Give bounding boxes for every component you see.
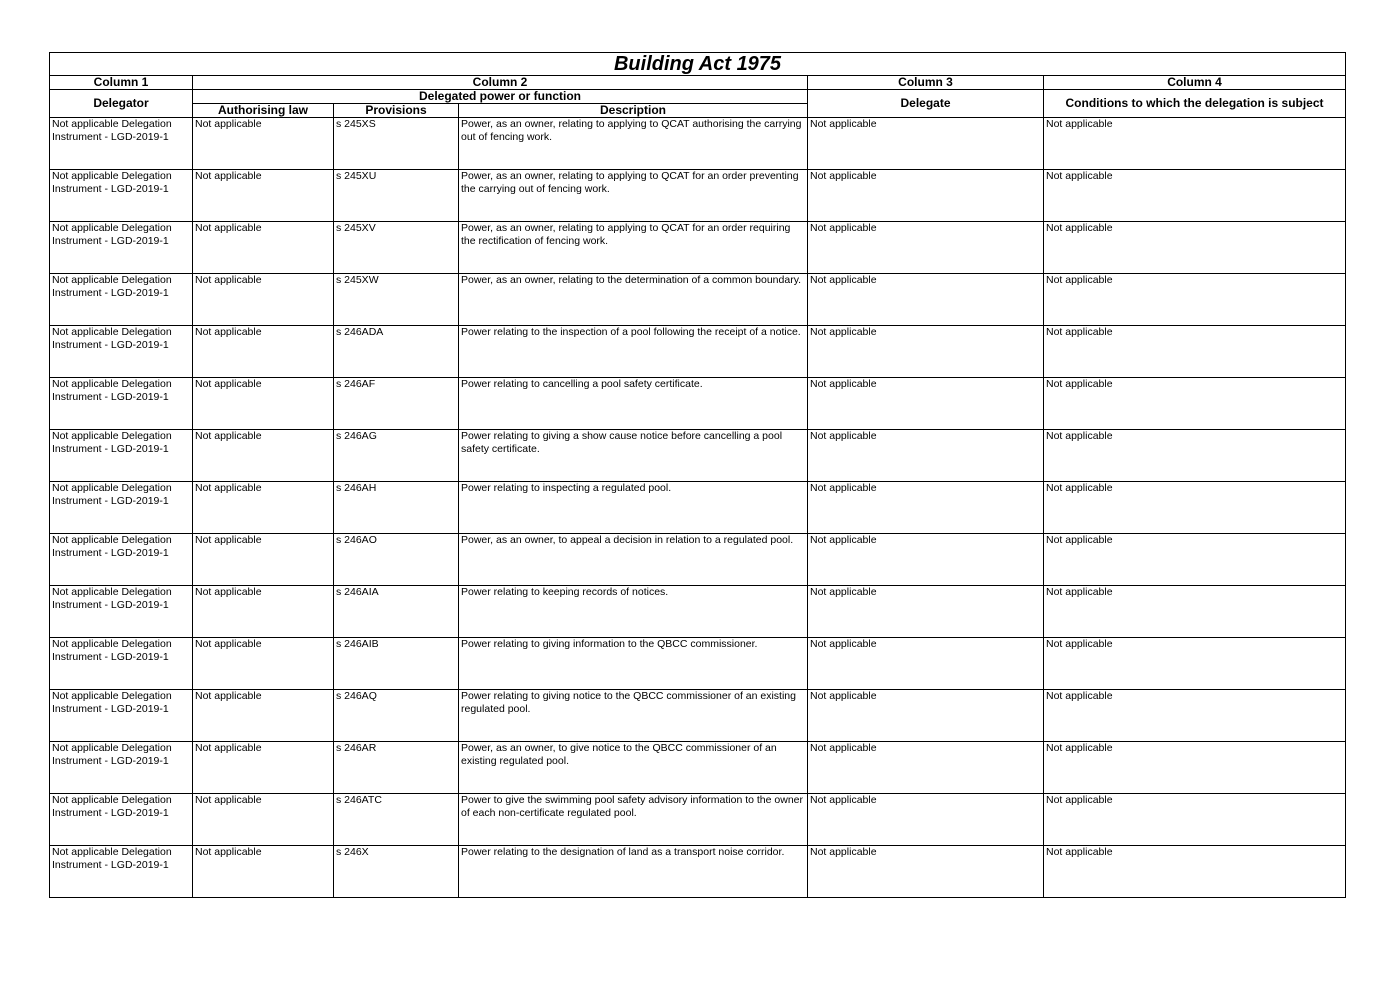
cell-conditions: Not applicable	[1044, 794, 1346, 846]
cell-delegate: Not applicable	[808, 690, 1044, 742]
cell-conditions: Not applicable	[1044, 586, 1346, 638]
cell-delegate: Not applicable	[808, 846, 1044, 898]
cell-description: Power to give the swimming pool safety advisory information to the owner of each non-certificate regulated pool.	[459, 794, 808, 846]
cell-provisions: s 246ATC	[334, 794, 459, 846]
table-row	[50, 170, 1346, 222]
table-row	[50, 846, 1346, 898]
cell-provisions: s 246AH	[334, 482, 459, 534]
cell-delegator: Not applicable Delegation Instrument - LGD-2019-1	[50, 638, 193, 690]
cell-delegate: Not applicable	[808, 742, 1044, 794]
header-provisions: Provisions	[334, 104, 459, 118]
table-title: Building Act 1975	[50, 53, 1346, 76]
cell-authorising-law: Not applicable	[193, 170, 334, 222]
cell-description: Power relating to inspecting a regulated pool.	[459, 482, 808, 534]
header-column-1: Column 1	[50, 76, 193, 90]
cell-delegate: Not applicable	[808, 794, 1044, 846]
cell-delegator: Not applicable Delegation Instrument - LGD-2019-1	[50, 170, 193, 222]
cell-delegate: Not applicable	[808, 378, 1044, 430]
cell-description: Power, as an owner, relating to applying to QCAT for an order requiring the rectification of fencing work.	[459, 222, 808, 274]
cell-description: Power, as an owner, relating to applying to QCAT authorising the carrying out of fencing work.	[459, 118, 808, 170]
table-body	[50, 118, 1346, 898]
cell-description: Power relating to the inspection of a pool following the receipt of a notice.	[459, 326, 808, 378]
table-row	[50, 222, 1346, 274]
cell-provisions: s 246AF	[334, 378, 459, 430]
cell-delegator: Not applicable Delegation Instrument - LGD-2019-1	[50, 482, 193, 534]
cell-authorising-law: Not applicable	[193, 118, 334, 170]
cell-provisions: s 246AIB	[334, 638, 459, 690]
cell-delegate: Not applicable	[808, 326, 1044, 378]
cell-delegate: Not applicable	[808, 534, 1044, 586]
cell-description: Power relating to giving information to the QBCC commissioner.	[459, 638, 808, 690]
cell-authorising-law: Not applicable	[193, 482, 334, 534]
table-row	[50, 638, 1346, 690]
table-row	[50, 326, 1346, 378]
cell-authorising-law: Not applicable	[193, 326, 334, 378]
cell-description: Power relating to giving notice to the QBCC commissioner of an existing regulated pool.	[459, 690, 808, 742]
cell-delegator: Not applicable Delegation Instrument - LGD-2019-1	[50, 586, 193, 638]
cell-authorising-law: Not applicable	[193, 534, 334, 586]
cell-conditions: Not applicable	[1044, 742, 1346, 794]
cell-description: Power, as an owner, relating to applying to QCAT for an order preventing the carrying out of fencing work.	[459, 170, 808, 222]
cell-delegate: Not applicable	[808, 222, 1044, 274]
table-row	[50, 742, 1346, 794]
cell-conditions: Not applicable	[1044, 690, 1346, 742]
cell-provisions: s 246X	[334, 846, 459, 898]
cell-description: Power relating to keeping records of notices.	[459, 586, 808, 638]
cell-provisions: s 246AIA	[334, 586, 459, 638]
cell-authorising-law: Not applicable	[193, 430, 334, 482]
header-column-2: Column 2	[193, 76, 808, 90]
cell-description: Power relating to cancelling a pool safety certificate.	[459, 378, 808, 430]
cell-delegator: Not applicable Delegation Instrument - LGD-2019-1	[50, 794, 193, 846]
cell-authorising-law: Not applicable	[193, 222, 334, 274]
table-row	[50, 430, 1346, 482]
cell-delegate: Not applicable	[808, 586, 1044, 638]
cell-delegator: Not applicable Delegation Instrument - LGD-2019-1	[50, 690, 193, 742]
cell-authorising-law: Not applicable	[193, 638, 334, 690]
table-row	[50, 794, 1346, 846]
table-row	[50, 586, 1346, 638]
table-row	[50, 690, 1346, 742]
table-row	[50, 274, 1346, 326]
table-row	[50, 378, 1346, 430]
cell-delegate: Not applicable	[808, 638, 1044, 690]
cell-delegator: Not applicable Delegation Instrument - LGD-2019-1	[50, 846, 193, 898]
header-delegate: Delegate	[808, 90, 1044, 118]
cell-delegator: Not applicable Delegation Instrument - LGD-2019-1	[50, 378, 193, 430]
table-row	[50, 482, 1346, 534]
cell-provisions: s 246AQ	[334, 690, 459, 742]
header-description: Description	[459, 104, 808, 118]
cell-provisions: s 245XV	[334, 222, 459, 274]
cell-authorising-law: Not applicable	[193, 742, 334, 794]
cell-delegate: Not applicable	[808, 430, 1044, 482]
cell-description: Power relating to the designation of land as a transport noise corridor.	[459, 846, 808, 898]
cell-authorising-law: Not applicable	[193, 794, 334, 846]
cell-provisions: s 245XW	[334, 274, 459, 326]
cell-provisions: s 245XS	[334, 118, 459, 170]
cell-conditions: Not applicable	[1044, 378, 1346, 430]
cell-conditions: Not applicable	[1044, 222, 1346, 274]
cell-conditions: Not applicable	[1044, 274, 1346, 326]
cell-conditions: Not applicable	[1044, 326, 1346, 378]
table-row	[50, 534, 1346, 586]
cell-delegate: Not applicable	[808, 482, 1044, 534]
cell-delegator: Not applicable Delegation Instrument - LGD-2019-1	[50, 118, 193, 170]
header-conditions: Conditions to which the delegation is subject	[1044, 90, 1346, 118]
cell-delegator: Not applicable Delegation Instrument - LGD-2019-1	[50, 742, 193, 794]
cell-delegator: Not applicable Delegation Instrument - LGD-2019-1	[50, 326, 193, 378]
cell-description: Power relating to giving a show cause notice before cancelling a pool safety certificate.	[459, 430, 808, 482]
table-row	[50, 118, 1346, 170]
cell-authorising-law: Not applicable	[193, 378, 334, 430]
cell-provisions: s 246ADA	[334, 326, 459, 378]
cell-description: Power, as an owner, relating to the determination of a common boundary.	[459, 274, 808, 326]
header-column-4: Column 4	[1044, 76, 1346, 90]
cell-provisions: s 246AR	[334, 742, 459, 794]
cell-description: Power, as an owner, to give notice to the QBCC commissioner of an existing regulated pool.	[459, 742, 808, 794]
cell-delegator: Not applicable Delegation Instrument - LGD-2019-1	[50, 222, 193, 274]
cell-delegate: Not applicable	[808, 170, 1044, 222]
cell-delegator: Not applicable Delegation Instrument - LGD-2019-1	[50, 430, 193, 482]
cell-description: Power, as an owner, to appeal a decision in relation to a regulated pool.	[459, 534, 808, 586]
cell-provisions: s 246AO	[334, 534, 459, 586]
cell-provisions: s 245XU	[334, 170, 459, 222]
cell-delegator: Not applicable Delegation Instrument - LGD-2019-1	[50, 534, 193, 586]
header-column-3: Column 3	[808, 76, 1044, 90]
cell-conditions: Not applicable	[1044, 482, 1346, 534]
header-authorising-law: Authorising law	[193, 104, 334, 118]
cell-authorising-law: Not applicable	[193, 274, 334, 326]
cell-authorising-law: Not applicable	[193, 586, 334, 638]
cell-delegate: Not applicable	[808, 274, 1044, 326]
cell-conditions: Not applicable	[1044, 846, 1346, 898]
cell-conditions: Not applicable	[1044, 170, 1346, 222]
cell-authorising-law: Not applicable	[193, 690, 334, 742]
cell-conditions: Not applicable	[1044, 118, 1346, 170]
cell-delegate: Not applicable	[808, 118, 1044, 170]
cell-conditions: Not applicable	[1044, 430, 1346, 482]
cell-authorising-law: Not applicable	[193, 846, 334, 898]
cell-conditions: Not applicable	[1044, 534, 1346, 586]
header-delegator: Delegator	[50, 90, 193, 118]
cell-delegator: Not applicable Delegation Instrument - LGD-2019-1	[50, 274, 193, 326]
cell-conditions: Not applicable	[1044, 638, 1346, 690]
delegation-table	[49, 52, 1346, 898]
cell-provisions: s 246AG	[334, 430, 459, 482]
header-delegated-power: Delegated power or function	[193, 90, 808, 104]
